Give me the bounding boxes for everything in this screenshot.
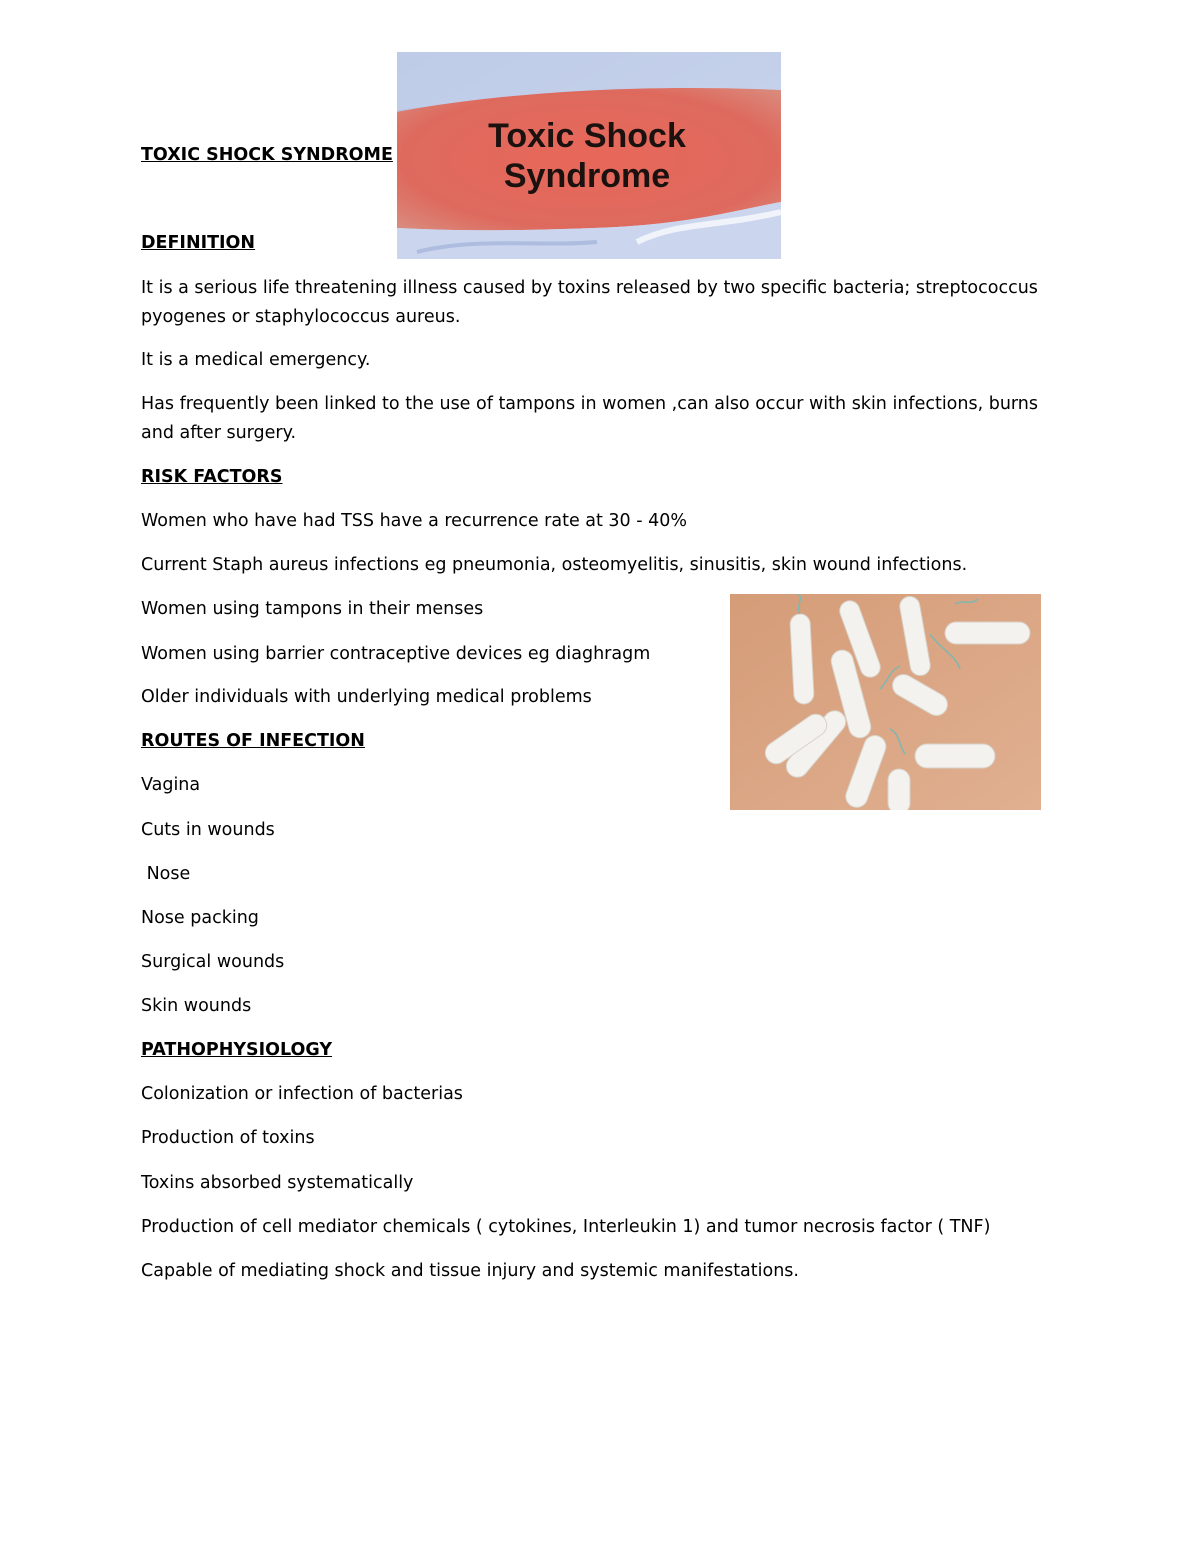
routes-heading: ROUTES OF INFECTION xyxy=(141,731,365,751)
route-item: Skin wounds xyxy=(141,996,252,1016)
pathophysiology-heading: PATHOPHYSIOLOGY xyxy=(141,1040,333,1060)
definition-heading: DEFINITION xyxy=(141,233,256,253)
risk-factor-item: Women using tampons in their menses xyxy=(141,599,484,619)
document-title: TOXIC SHOCK SYNDROME xyxy=(141,145,393,165)
route-item: Nose xyxy=(141,864,191,884)
pathophysiology-item: Toxins absorbed systematically xyxy=(141,1173,414,1193)
definition-paragraph-line: and after surgery. xyxy=(141,423,297,443)
hero-caption-line2: Syndrome xyxy=(503,157,671,195)
tampons-illustration xyxy=(730,594,1041,810)
route-item: Surgical wounds xyxy=(141,952,285,972)
risk-factor-item: Current Staph aureus infections eg pneumonia, osteomyelitis, sinusitis, skin wound infections. xyxy=(141,555,968,575)
route-item: Cuts in wounds xyxy=(141,820,275,840)
risk-factor-item: Women using barrier contraceptive devices eg diaghragm xyxy=(141,644,651,664)
pathophysiology-item: Capable of mediating shock and tissue injury and systemic manifestations. xyxy=(141,1261,799,1281)
definition-paragraph: It is a medical emergency. xyxy=(141,350,371,370)
definition-paragraph-line: Has frequently been linked to the use of tampons in women ,can also occur with skin infections, burns xyxy=(141,394,1039,414)
tampons-photo xyxy=(730,594,1041,810)
route-item: Vagina xyxy=(141,775,201,795)
definition-paragraph-line: It is a serious life threatening illness caused by toxins released by two specific bacteria; streptococcus xyxy=(141,278,1038,298)
pathophysiology-item: Colonization or infection of bacterias xyxy=(141,1084,463,1104)
pathophysiology-item: Production of toxins xyxy=(141,1128,315,1148)
risk-factors-heading: RISK FACTORS xyxy=(141,467,283,487)
pathophysiology-item: Production of cell mediator chemicals ( cytokines, Interleukin 1) and tumor necrosis factor ( TNF) xyxy=(141,1217,991,1237)
risk-factor-item: Older individuals with underlying medical problems xyxy=(141,687,592,707)
hero-caption-line1: Toxic Shock xyxy=(488,117,686,155)
definition-paragraph-line: pyogenes or staphylococcus aureus. xyxy=(141,307,461,327)
risk-factor-item: Women who have had TSS have a recurrence rate at 30 - 40% xyxy=(141,511,688,531)
route-item: Nose packing xyxy=(141,908,259,928)
rash-arm-photo xyxy=(397,52,781,259)
